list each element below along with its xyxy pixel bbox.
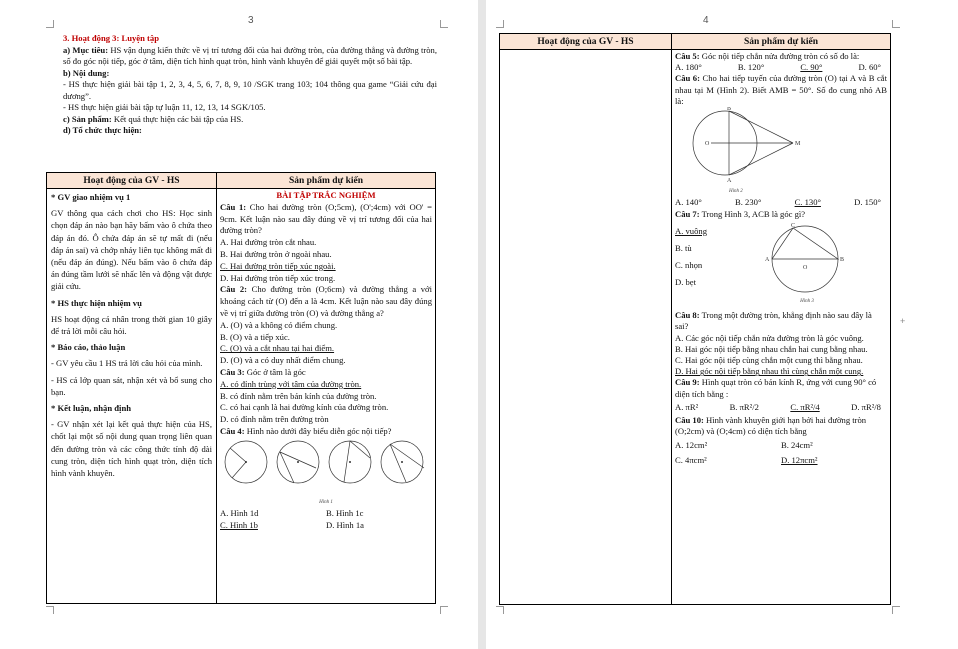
answer-option: A. 12cm²	[675, 440, 708, 451]
question-label: Câu 8:	[675, 310, 700, 321]
answer-option: A. (O) và a không có điểm chung.	[220, 319, 338, 330]
answer-option: B. 230°	[735, 197, 762, 208]
answer-option: D. có đỉnh nằm trên đường tròn	[220, 414, 329, 425]
objective-text: HS vận dụng kiến thức về vị trí tương đối của hai đường tròn, của đường thẳng và đường tròn, số đo góc nội tiếp, góc ở tâm, diện tích hình quạt tròn, hình vành khuyên để giải quyết một số bài tập.	[63, 44, 437, 66]
answer-option: B. có đỉnh nằm trên bán kính của đường tròn.	[220, 390, 377, 401]
question-label: Câu 10:	[675, 415, 704, 426]
answer-option: A. 140°	[675, 197, 702, 208]
svg-text:O: O	[705, 141, 710, 148]
expected-product	[217, 189, 436, 604]
page-number: 3	[248, 15, 254, 26]
question-label: Câu 6:	[675, 73, 700, 84]
figure-3-caption: Hình 3	[800, 299, 814, 305]
organization-label: d) Tổ chức thực hiện:	[63, 125, 142, 135]
quiz-title: BÀI TẬP TRẮC NGHIỆM	[276, 190, 376, 200]
question-label: Câu 1:	[220, 201, 247, 212]
answer-option-correct: C. Hình 1b	[220, 520, 258, 531]
answer-option-correct: C. 90°	[800, 62, 823, 73]
answer-option: B. (O) và a tiếp xúc.	[220, 331, 290, 342]
figure-1-inscribed-angles	[220, 438, 428, 493]
question-label: Câu 4:	[220, 425, 245, 436]
content-label: b) Nội dung:	[63, 67, 110, 78]
margin-mark	[496, 20, 504, 28]
col-header-product: Sản phẩm dự kiến	[217, 173, 436, 189]
margin-mark	[440, 20, 448, 28]
answer-option: D. 150°	[854, 197, 881, 208]
answer-option: B. 24cm²	[781, 440, 813, 451]
svg-text:B: B	[727, 107, 732, 113]
report-text-1: - GV yêu cầu 1 HS trả lời câu hỏi của mình.	[51, 358, 203, 369]
expected-product-continued	[672, 50, 891, 605]
do-task-heading: * HS thực hiện nhiệm vụ	[51, 297, 142, 308]
question-text: Hình vành khuyên giới hạn bởi hai đường tròn (O;2cm) và (O;4cm) có diện tích bằng	[675, 415, 867, 437]
page-number: 4	[703, 15, 709, 26]
answer-option-correct: C. (O) và a cắt nhau tại hai điểm.	[220, 343, 335, 354]
answer-option: A. Hai đường tròn cắt nhau.	[220, 237, 317, 248]
expand-handle[interactable]: +	[900, 316, 906, 326]
svg-text:A: A	[727, 178, 732, 184]
content-line-2: - HS thực hiện giải bài tập tự luận 11, 12, 13, 14 SGK/105.	[63, 102, 266, 112]
answer-option: B. Hình 1c	[326, 508, 364, 519]
answer-option: D. Hai đường tròn tiếp xúc trong.	[220, 272, 336, 283]
answer-option: A. Các góc nội tiếp chắn nửa đường tròn là góc vuông.	[675, 332, 864, 343]
question-label: Câu 9:	[675, 377, 700, 388]
answer-option: C. nhọn	[675, 259, 703, 270]
page-right	[486, 0, 958, 649]
answer-option: C. Hai góc nội tiếp cùng chắn một cung thì bằng nhau.	[675, 355, 863, 366]
question-text: Trong một đường tròn, khẳng định nào sau đây là sai?	[675, 310, 872, 332]
question-label: Câu 3:	[220, 366, 245, 377]
question-text: Góc ở tâm là góc	[244, 366, 306, 377]
question-label: Câu 5:	[675, 51, 700, 61]
answer-option-correct: C. 130°	[794, 197, 821, 208]
answer-option: D. (O) và a có duy nhất điểm chung.	[220, 355, 346, 366]
content-line-1: - HS thực hiện giải bài tập 1, 2, 3, 4, 5, 6, 7, 8, 9, 10 /SGK trang 103; 104 thông qua game “Giải cứu đại dương”.	[63, 79, 437, 101]
col-header-activity: Hoạt động của GV - HS	[47, 173, 217, 189]
question-text: Cho hai tiếp tuyến của đường tròn (O) tại A và B cắt nhau tại M (Hình 2). Biết AMB = 50°. Số đo cung nhỏ AB là:	[675, 73, 888, 106]
answer-option: A. πR²	[675, 401, 699, 412]
question-text: Cho đường tròn (O;6cm) và đường thẳng a với khoảng cách từ (O) đến a là 4cm. Kết luận nào sau đây đúng về vị trí giữa đường tròn (O) và đường thẳng a?	[220, 284, 432, 318]
activity-section	[63, 33, 437, 137]
do-task-text: HS hoạt động cá nhân trong thời gian 10 giây để trả lời mỗi câu hỏi.	[51, 313, 212, 337]
report-heading: * Báo cáo, thảo luận	[51, 342, 126, 353]
svg-text:C: C	[791, 222, 796, 229]
svg-text:O: O	[803, 264, 808, 271]
answer-option: B. Hai góc nội tiếp bằng nhau chắn hai cung bằng nhau.	[675, 343, 868, 354]
answer-option: A. 180°	[675, 62, 702, 73]
report-text-2: - HS cả lớp quan sát, nhận xét và bổ sung cho bạn.	[51, 374, 212, 397]
figure-3-triangle	[763, 223, 851, 293]
teacher-student-activity-empty	[500, 50, 672, 605]
margin-mark	[46, 20, 54, 28]
conclusion-heading: * Kết luận, nhận định	[51, 403, 132, 414]
product-text: Kết quả thực hiện các bài tập của HS.	[111, 113, 244, 124]
answer-option: D. 60°	[858, 62, 881, 73]
margin-mark	[892, 606, 900, 614]
margin-mark	[440, 606, 448, 614]
question-text: Hình quạt tròn có bán kính R, ứng với cung 90° có diện tích bằng :	[675, 377, 877, 399]
question-text: Cho hai đường tròn (O;5cm), (O';4cm) với OO' = 9cm. Kết luận nào sau đây đúng về vị trí tương đối của hai đường tròn?	[220, 201, 432, 236]
answer-option-correct: C. πR²/4	[790, 401, 820, 412]
answer-option: C. có hai cạnh là hai đường kính của đường tròn.	[220, 402, 389, 413]
svg-text:A: A	[765, 256, 770, 263]
answer-option: B. tù	[675, 242, 692, 253]
task-text: GV thông qua cách chơi cho HS: Học sinh chọn đáp án nào bạn hãy bấm vào ô chứa theo đáp án đó. Ô chứa đáp án sẽ tự mất đi (nếu đáp án sai) và chớp nháy liên tục không mất đi (nếu đáp án đúng). Nếu bấm vào ô chứa đáp án đúng tầm lưới sẽ nhấc lên và động vật được giải cứu.	[51, 208, 212, 292]
answer-option: D. πR²/8	[851, 401, 881, 412]
answer-option: B. Hai đường tròn ở ngoài nhau.	[220, 248, 332, 259]
activity-heading: 3. Hoạt động 3: Luyện tập	[63, 33, 159, 43]
svg-text:M: M	[795, 141, 801, 148]
objective-label: a) Mục tiêu:	[63, 44, 109, 55]
activity-table-continued	[499, 33, 891, 605]
answer-option: C. 4πcm²	[675, 454, 707, 465]
answer-option: B. πR²/2	[729, 401, 759, 412]
figure-2-caption: Hình 2	[729, 189, 743, 195]
col-header-activity: Hoạt động của GV - HS	[500, 34, 672, 50]
margin-mark	[892, 20, 900, 28]
question-label: Câu 7:	[675, 208, 700, 219]
answer-option-correct: A. vuông	[675, 225, 707, 236]
question-label: Câu 2:	[220, 284, 248, 295]
answer-option-correct: A. có đỉnh trùng với tâm của đường tròn.	[220, 378, 362, 389]
answer-option-correct: D. Hai góc nội tiếp bằng nhau thì cùng chắn một cung.	[675, 366, 864, 377]
question-text: Góc nội tiếp chắn nửa đường tròn có số đo là:	[699, 51, 860, 61]
svg-text:B: B	[840, 256, 845, 263]
margin-mark	[46, 606, 54, 614]
answer-option: D. Hình 1a	[326, 520, 364, 531]
activity-table	[46, 172, 436, 604]
figure-2-tangents	[675, 107, 805, 183]
question-text: Trong Hình 3, ACB là góc gì?	[699, 208, 806, 219]
figure-1-caption: Hình 1	[319, 499, 333, 505]
answer-option-correct: C. Hai đường tròn tiếp xúc ngoài.	[220, 260, 336, 271]
answer-option: D. bẹt	[675, 276, 697, 287]
answer-option: A. Hình 1d	[220, 508, 259, 519]
answer-option: B. 120°	[737, 62, 765, 73]
task-heading: * GV giao nhiệm vụ 1	[51, 192, 131, 202]
teacher-student-activity	[47, 189, 217, 604]
question-text: Hình nào dưới đây biểu diễn góc nội tiếp?	[244, 425, 392, 436]
answer-option-correct: D. 12πcm²	[781, 454, 818, 465]
conclusion-text: - GV nhận xét lại kết quả thực hiện của HS, chốt lại một số nội dung quan trọng liên quan đến đường tròn và các công thức tính độ dài cung tròn, diện tích hình quạt tròn, diện tích hình vành khuyên.	[51, 419, 212, 479]
product-label: c) Sản phẩm:	[63, 113, 112, 124]
page-left	[0, 0, 478, 649]
margin-mark	[496, 606, 504, 614]
col-header-product: Sản phẩm dự kiến	[672, 34, 891, 50]
